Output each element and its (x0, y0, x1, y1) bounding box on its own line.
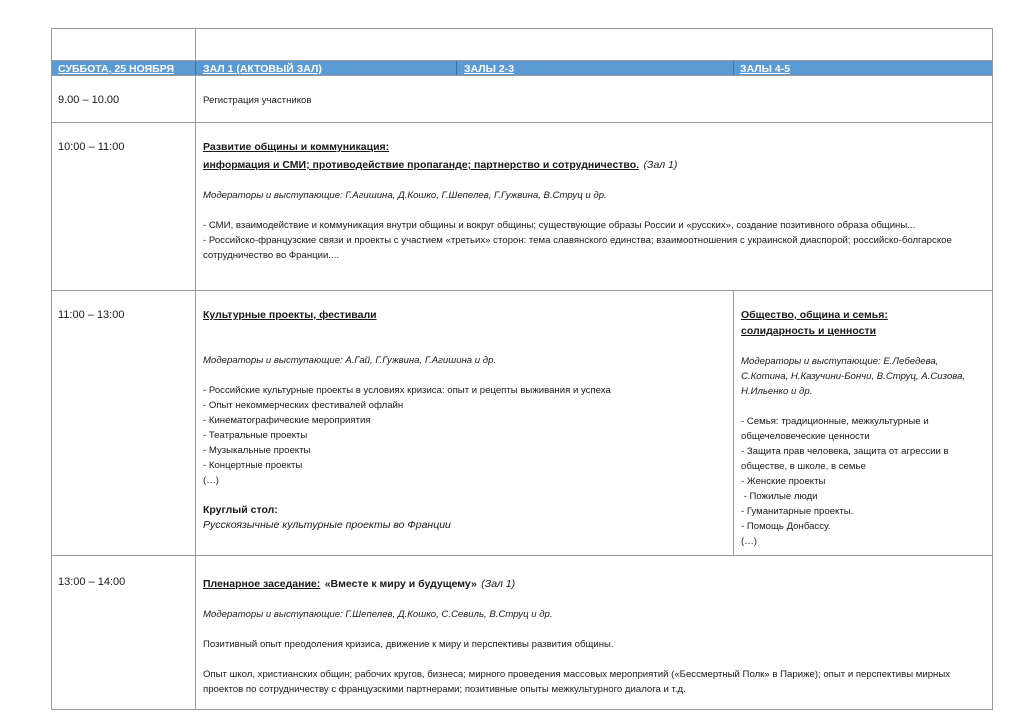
column-divider (195, 123, 196, 290)
roundtable-title: Русскоязычные культурные проекты во Франции (203, 519, 451, 531)
session-title: Общество, община и семья: (741, 309, 888, 321)
topic-item: - Концертные проекты (203, 460, 303, 471)
table-row (52, 76, 992, 123)
session-plenary (203, 574, 983, 697)
registration-text: Регистрация участников (203, 95, 312, 106)
header-hall-1[interactable]: ЗАЛ 1 (АКТОВЫЙ ЗАЛ) (203, 63, 322, 75)
column-divider (733, 291, 734, 555)
header-day[interactable]: СУББОТА, 25 НОЯБРЯ (58, 63, 174, 75)
topic-item: - Защита прав человека, защита от агрессии в обществе, в школе, в семье (741, 446, 949, 472)
session-subtitle: информация и СМИ; противодействие пропаганде; партнерство и сотрудничество. (203, 159, 640, 171)
topic-item: - Кинематографические мероприятия (203, 415, 371, 426)
topic-item: (…) (741, 536, 757, 547)
topic-item: - Музыкальные проекты (203, 445, 311, 456)
session-summary: Позитивный опыт преодоления кризиса, движение к миру и перспективы развития общины. (203, 639, 614, 650)
schedule-table (51, 28, 993, 710)
topic-item: - Помощь Донбассу. (741, 521, 831, 532)
session-subtitle: солидарность и ценности (741, 325, 877, 337)
header-halls-4-5[interactable]: ЗАЛЫ 4-5 (740, 63, 791, 75)
column-divider (733, 61, 734, 75)
session-title-quote: «Вместе к миру и будущему» (324, 578, 477, 590)
topic-item: - Российские культурные проекты в условиях кризиса: опыт и рецепты выживания и успеха (203, 385, 611, 396)
moderators: Модераторы и выступающие: Е.Лебедева, С.Котина, Н.Казучини-Бончи, В.Струц, А.Сизова, Н.Ильенко и др. (741, 356, 966, 397)
session-title-label: Пленарное заседание: (203, 578, 321, 590)
topic-item: - Женские проекты (741, 476, 826, 487)
column-divider (195, 29, 196, 60)
column-divider (456, 61, 457, 75)
session-title: Развитие общины и коммуникация: (203, 141, 390, 153)
session-communication (203, 139, 983, 263)
table-row-empty (52, 29, 992, 61)
session-details: Опыт школ, христианских общин; рабочих кругов, бизнеса; мирного проведения массовых мероприятий («Бессмертный Полк» в Париже); опыт и перспективы мирных проектов по сотрудничеству с французскими партнерами; позитивные опыты межкультурного диалога и т.д. (203, 669, 951, 695)
topic-item: - Опыт некоммерческих фестивалей офлайн (203, 400, 404, 411)
topic-item: - Гуманитарные проекты. (741, 506, 854, 517)
table-row (52, 556, 992, 709)
topic-item: - Семья: традиционные, межкультурные и общечеловеческие ценности (741, 416, 929, 442)
hall-label: (Зал 1) (643, 159, 678, 171)
topic-item: - Театральные проекты (203, 430, 308, 441)
topic-item: - Российско-французские связи и проекты с участием «третьих» сторон: тема славянского единства; взаимоотношения с украинской диаспорой; российско-болгарское сотрудничество во Франции.... (203, 235, 952, 261)
moderators: Модераторы и выступающие: Г.Агишина, Д.Кошко, Г.Шепелев, Г.Гужвина, В.Струц и др. (203, 190, 607, 201)
column-divider (195, 76, 196, 122)
topic-item: (…) (203, 475, 219, 486)
moderators: Модераторы и выступающие: А.Гай, Г.Гужвина, Г.Агишина и др. (203, 355, 497, 366)
session-society-family (741, 307, 986, 549)
table-row (52, 291, 992, 556)
time-slot: 9.00 – 10.00 (58, 94, 120, 106)
topic-item: - СМИ, взаимодействие и коммуникация внутри общины и вокруг общины; существующие образы России и «русских», создание позитивного образа общины... (203, 220, 916, 231)
column-divider (195, 291, 196, 555)
session-culture (203, 307, 723, 533)
time-slot: 13:00 – 14:00 (58, 576, 126, 588)
roundtable-label: Круглый стол: (203, 504, 278, 516)
header-halls-2-3[interactable]: ЗАЛЫ 2-3 (464, 63, 515, 75)
table-header-row (52, 61, 992, 76)
time-slot: 10:00 – 11:00 (58, 141, 125, 153)
table-row (52, 123, 992, 291)
session-title: Культурные проекты, фестивали (203, 309, 377, 321)
column-divider (195, 556, 196, 709)
moderators: Модераторы и выступающие: Г.Шепелев, Д.Кошко, С.Севиль, В.Струц и др. (203, 609, 553, 620)
topic-item: - Пожилые люди (741, 491, 818, 502)
time-slot: 11:00 – 13:00 (58, 309, 125, 321)
hall-label: (Зал 1) (481, 578, 516, 590)
column-divider (195, 61, 196, 75)
